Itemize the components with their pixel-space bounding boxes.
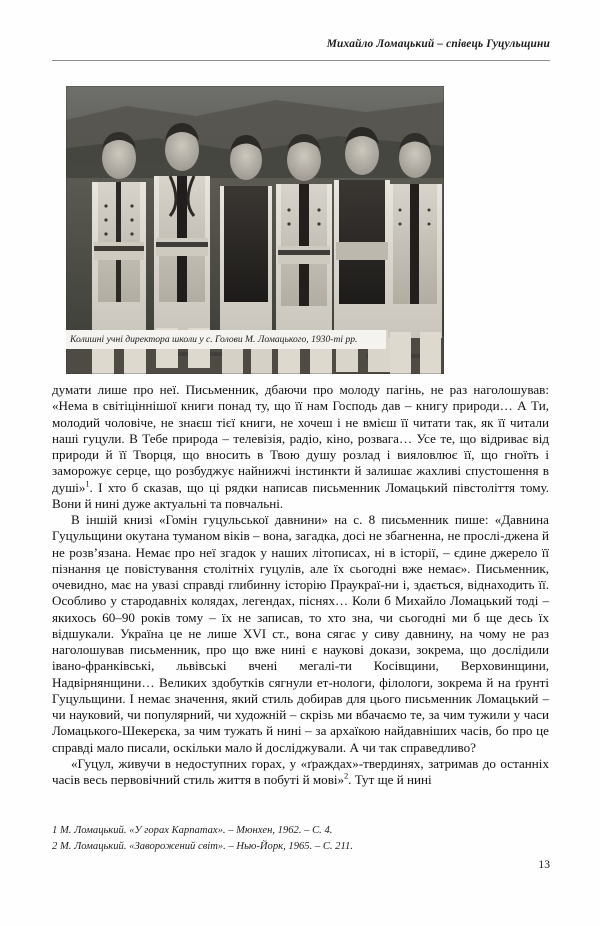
paragraph-1-text: думати лише про неї. Письменник, дбаючи про молоду пагінь, не раз наголошував: «Нема в світіціннішої книги понад ту, що її нам Господь дав – книгу природи… А Ти, молодий чоловіче, не знаєш тієї книги, не хочеш і не вмієш її читати так, як її читали наші гуцули. В Тебе природа – телевізія, радіо, кіно, розвага… Усе те, що відриває від природи й її Творця, що вносить в Твою душу розлад і вияловлює її, що гноїть і заморожує серце, що розбуджує найнижчі інстинкти й залишає жахливі спустошення в душі» [52,382,549,495]
footnote-item-1: 1 М. Ломацький. «У горах Карпатах». – Мюнхен, 1962. – С. 4. [52,825,333,836]
paragraph-1 [52,382,549,512]
page-number: 13 [538,858,550,871]
footnote-ref-2[interactable]: 2 [344,771,349,781]
footnote-item-2: 2 М. Ломацький. «Заворожений світ». – Нью-Йорк, 1965. – С. 211. [52,840,353,852]
figure-photograph [66,86,444,374]
footnote-ref-1[interactable]: 1 [85,479,90,489]
body-text [52,382,549,788]
figure-caption: Колишні учні директора школи у с. Голови М. Ломацького, 1930-ті рр. [66,330,386,349]
paragraph-3-tail: . Тут ще й нині [348,772,432,787]
header-divider-rule [52,60,550,61]
paragraph-2: В іншій книзі «Гомін гуцульської давнини» на с. 8 письменник пише: «Давнина Гуцульщини окутана туманом віків – вона, загадка, досі не збагненна, не прослі-джена й не розв’язана. Немає про неї згадок у наших літописах, ні в історії, – єдине джерело її пізнання це повістування столітніх гуцулів, але їх сьогодні вже немає». Письменник, очевидно, має на увазі справді глибинну історію Праукраї-ни і, здається, віднаходить її. Особливо у стародавніх колядах, легендах, піснях… Коли б Михайло Ломацький тоді – якихось 60–90 років тому – їх не записав, то хто зна, чи сьогодні ми б ще десь їх відшукали. Україна це не лише XVI ст., вона сягає у сиву давнину, на чому не раз наголошував письменник, про що вже нині є наукові докази, зокрема, що дослідили івано-франківські, львівські вчені мегалі-ти Косівщини, Верховинщини, Надвірнянщини… Великих здобутків сягнули ет-нологи, філологи, зокрема й на ґрунті Гуцульщини. І немає значення, який стиль добирав для цього письменник Ломацький – чи науковий, чи популярний, чи художній – скрізь ми вбачаємо те, за чим тужили у часи Ломацького-Шекерєка, за чим тужать й нині – за архаїкою найдавніших часів, бо про це справді мало писали, оскільки мало й досліджували. А чи так справедливо? [52,512,549,755]
footnote-list [52,823,549,854]
paragraph-1-tail: . І хто б сказав, що ці рядки написав письменник Ломацький півстоліття тому. Вони й нині дуже актуальні та повчальні. [52,479,549,511]
running-header-title: Михайло Ломацький – співець Гуцульщини [326,38,550,50]
paragraph-3 [52,756,549,789]
paragraph-3-text: «Гуцул, живучи в недоступних горах, у «ґраждах»-твердинях, затримав до останніх часів весь первовічний стиль життя в побуті й мові» [52,755,549,787]
